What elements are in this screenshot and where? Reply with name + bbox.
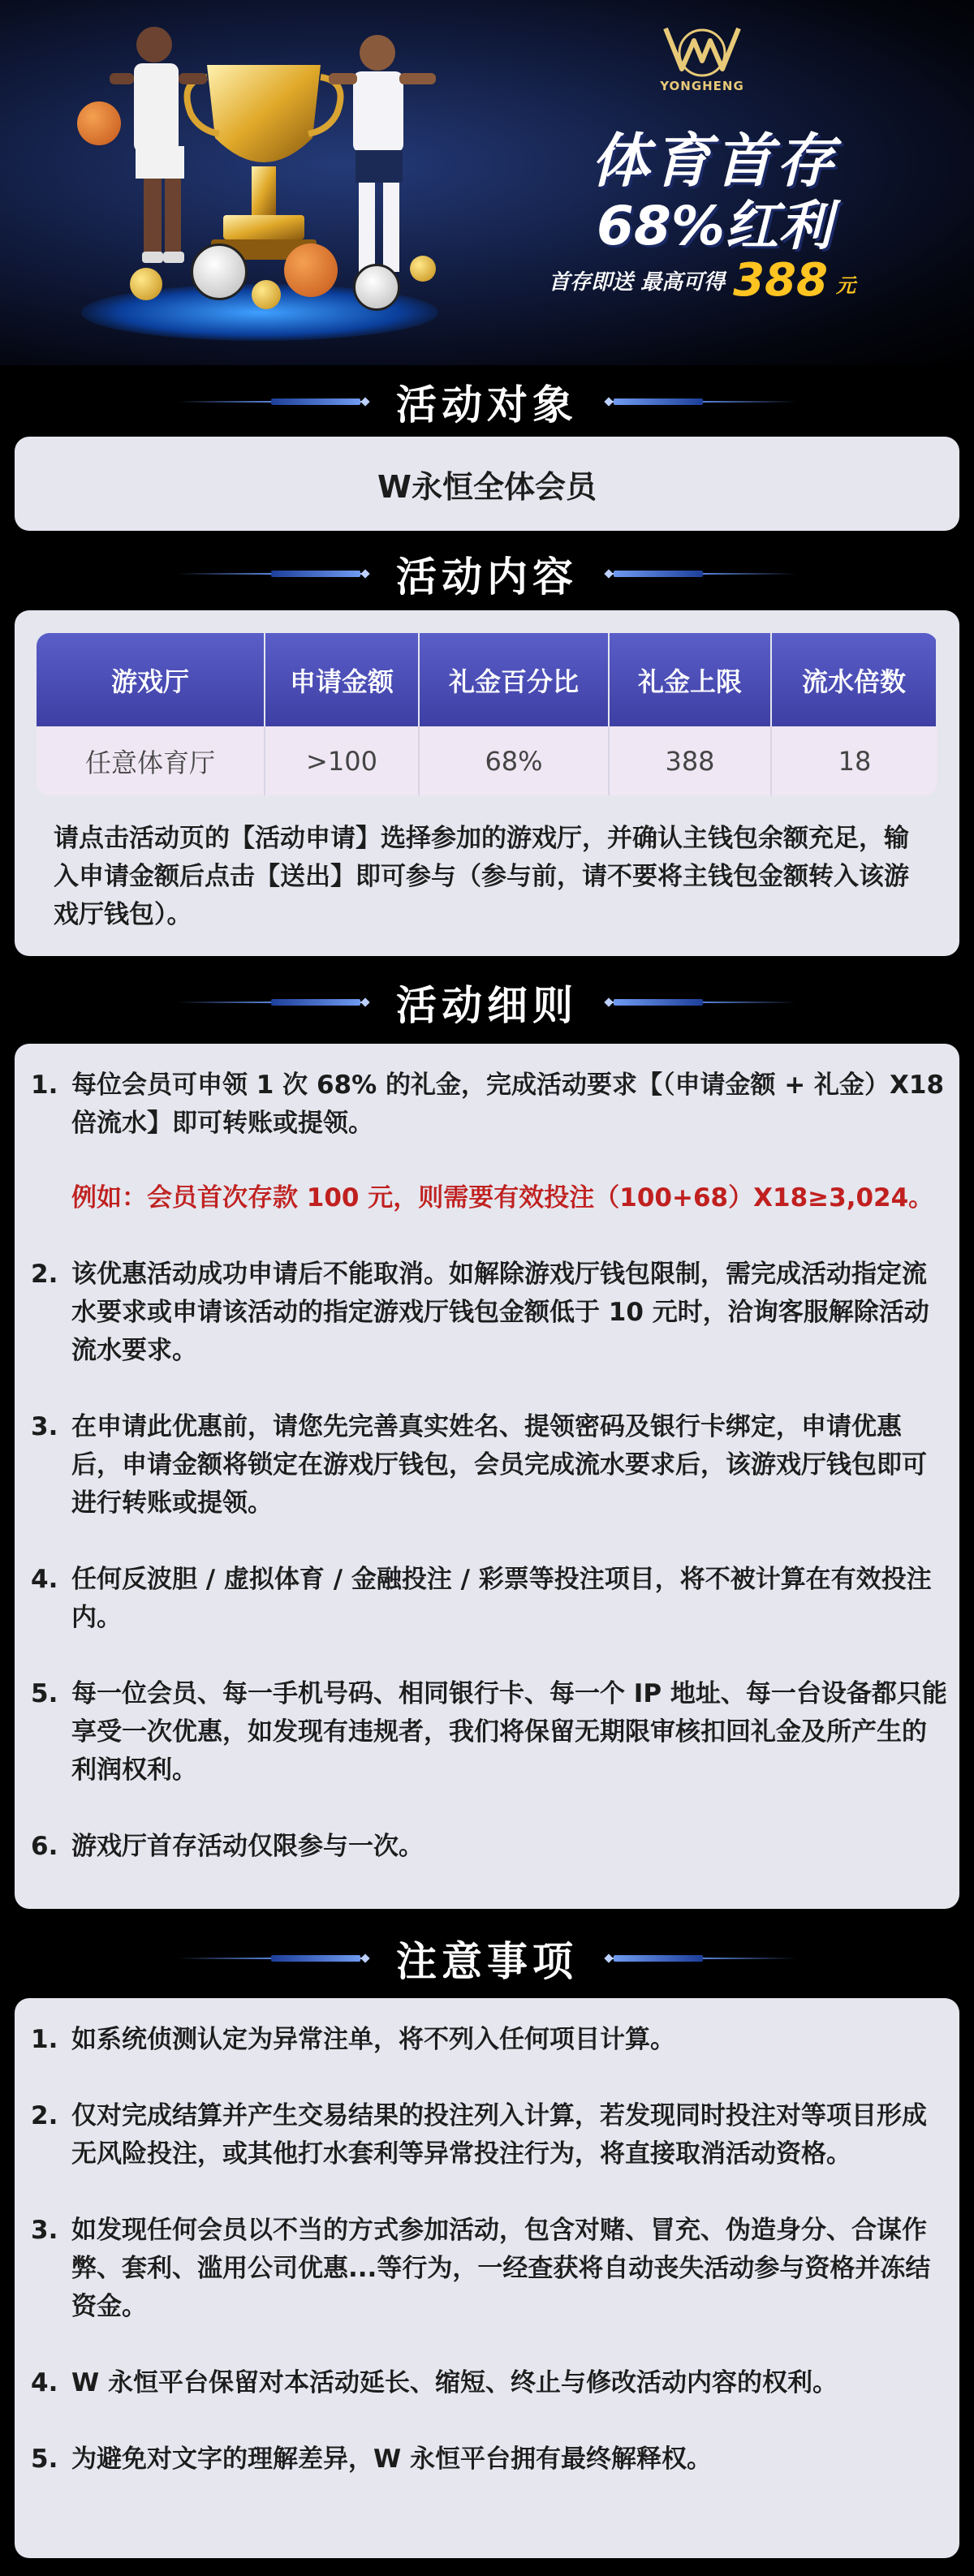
- table-cell: >100: [265, 726, 420, 795]
- list-item: [31, 1066, 948, 1143]
- table-cell: 388: [610, 726, 772, 795]
- list-text: 如发现任何会员以不当的方式参加活动，包含对赌、冒充、伪造身分、合谋作弊、套利、滥用公司优惠...等行为，一经查获将自动丧失活动参与资格并冻结资金。: [71, 2216, 931, 2321]
- list-text: 游戏厅首存活动仅限参与一次。: [71, 1832, 424, 1861]
- list-item: [31, 2212, 948, 2326]
- example-text: 例如：会员首次存款 100 元，则需要有效投注（100+68）X18≥3,024。: [71, 1183, 934, 1213]
- table-header: 礼金百分比: [420, 633, 610, 726]
- w-logo-icon: [649, 20, 755, 77]
- list-item: [31, 1561, 948, 1637]
- soccer-ball-icon: [353, 264, 400, 311]
- table-header: 礼金上限: [610, 633, 772, 726]
- promo-subline: [532, 253, 873, 307]
- list-number: 6.: [31, 1832, 58, 1861]
- table-cell: 任意体育厅: [37, 726, 265, 795]
- coin-icon: [252, 280, 281, 309]
- target-text: W永恒全体会员: [377, 468, 597, 505]
- header-deco-left: [178, 396, 368, 407]
- header-deco-left: [178, 568, 368, 579]
- header-deco-right: [606, 568, 796, 579]
- content-paragraph: 请点击活动页的【活动申请】选择参加的游戏厅，并确认主钱包余额充足，输入申请金额后点击【送出】即可参与（参与前，请不要将主钱包金额转入该游戏厅钱包）。: [54, 824, 909, 929]
- promo-title: 体育首存: [590, 127, 838, 195]
- list-text: W 永恒平台保留对本活动延长、缩短、终止与修改活动内容的权利。: [71, 2368, 838, 2397]
- list-item: [31, 2364, 948, 2402]
- rules-list: [31, 1066, 948, 1866]
- list-text: 任何反波胆 / 虚拟体育 / 金融投注 / 彩票等投注项目，将不被计算在有效投注内。: [71, 1565, 932, 1632]
- promo-sub-text: 首存即送 最高可得: [549, 269, 726, 295]
- list-number: 3.: [31, 2216, 58, 2245]
- coin-icon: [410, 256, 436, 282]
- list-text: 每一位会员、每一手机号码、相同银行卡、每一个 IP 地址、每一台设备都只能享受一次优惠，如发现有违规者，我们将保留无期限审核扣回礼金及所产生的利润权利。: [71, 1679, 947, 1785]
- list-number: 1.: [31, 2025, 58, 2054]
- notes-card: [15, 1998, 959, 2558]
- list-text: 该优惠活动成功申请后不能取消。如解除游戏厅钱包限制，需完成活动指定流水要求或申请该活动的指定游戏厅钱包金额低于 10 元时，洽询客服解除活动流水要求。: [71, 1260, 929, 1365]
- section-title: 注意事项: [396, 1938, 578, 1985]
- list-item: [31, 1828, 948, 1866]
- list-number: 3.: [31, 1412, 58, 1441]
- list-number: 1.: [31, 1070, 58, 1100]
- list-item: [31, 2440, 948, 2479]
- list-text: 在申请此优惠前，请您先完善真实姓名、提领密码及银行卡绑定，申请优惠后，申请金额将锁定在游戏厅钱包，会员完成流水要求后，该游戏厅钱包即可进行转账或提领。: [71, 1412, 927, 1518]
- brand-logo: [649, 20, 755, 101]
- header-deco-left: [178, 1953, 368, 1964]
- list-item: [31, 2021, 948, 2059]
- basketball-icon: [284, 243, 338, 297]
- basketball-icon: [77, 101, 121, 145]
- list-number: 5.: [31, 2445, 58, 2474]
- list-item: [31, 1256, 948, 1370]
- list-text: 仅对完成结算并产生交易结果的投注列入计算，若发现同时投注对等项目形成无风险投注，或其他打水套利等异常投注行为，将直接取消活动资格。: [71, 2101, 927, 2169]
- list-item: [31, 1408, 948, 1523]
- header-deco-right: [606, 997, 796, 1008]
- list-number: 4.: [31, 1565, 58, 1594]
- promo-bonus: 68%红利: [597, 195, 832, 257]
- header-deco-left: [178, 997, 368, 1008]
- table-header: 流水倍数: [772, 633, 937, 726]
- section-header-rules: [0, 974, 974, 1031]
- list-text: 为避免对文字的理解差异，W 永恒平台拥有最终解释权。: [71, 2445, 712, 2474]
- list-text: 如系统侦测认定为异常注单，将不列入任何项目计算。: [71, 2025, 675, 2054]
- section-title: 活动对象: [396, 381, 578, 429]
- table-header: 游戏厅: [37, 633, 265, 726]
- header-deco-right: [606, 396, 796, 407]
- target-card: [15, 437, 959, 531]
- list-text: 每位会员可申领 1 次 68% 的礼金，完成活动要求【（申请金额 + 礼金）X18 倍流水】即可转账或提领。: [71, 1070, 945, 1138]
- list-number: 4.: [31, 2368, 58, 2397]
- list-item: [31, 2097, 948, 2173]
- list-item: [31, 1675, 948, 1790]
- section-header-notes: [0, 1930, 974, 1987]
- rules-card: [15, 1044, 959, 1909]
- promo-banner: [0, 0, 974, 365]
- table-cell: 68%: [420, 726, 610, 795]
- list-number: 2.: [31, 1260, 58, 1289]
- section-title: 活动内容: [396, 554, 578, 601]
- soccer-ball-icon: [191, 243, 248, 300]
- bonus-table: [37, 633, 937, 795]
- coin-icon: [130, 268, 162, 300]
- content-card: [15, 610, 959, 956]
- promo-unit: 元: [835, 274, 855, 297]
- promo-amount: 388: [733, 253, 828, 307]
- section-header-content: [0, 545, 974, 602]
- list-number: 5.: [31, 1679, 58, 1708]
- logo-text: YONGHENG: [660, 79, 744, 93]
- notes-list: [31, 2021, 948, 2479]
- table-header: 申请金额: [265, 633, 420, 726]
- list-number: 2.: [31, 2101, 58, 2130]
- section-header-target: [0, 373, 974, 430]
- header-deco-right: [606, 1953, 796, 1964]
- section-title: 活动细则: [396, 982, 578, 1029]
- table-cell: 18: [772, 726, 937, 795]
